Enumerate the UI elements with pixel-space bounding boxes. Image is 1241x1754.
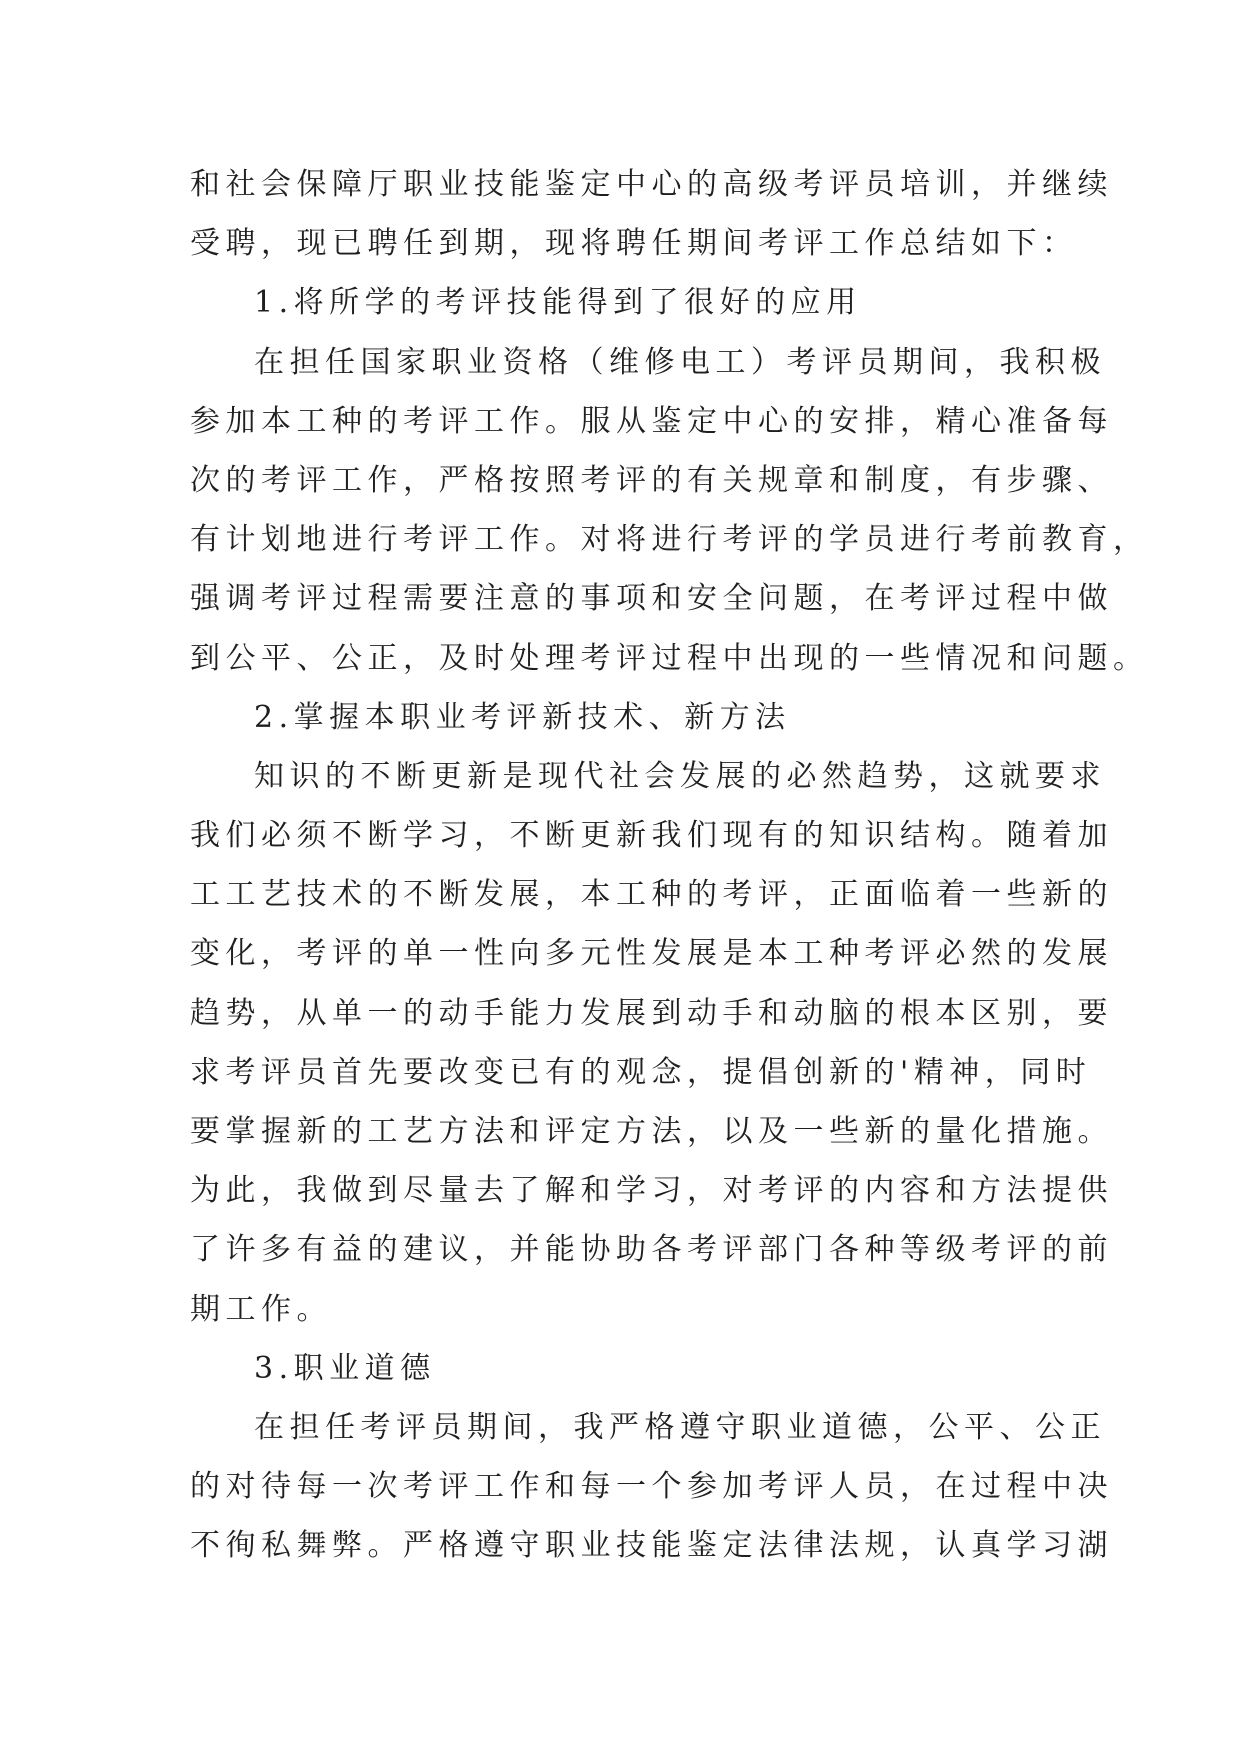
paragraph-line: 次的考评工作，严格按照考评的有关规章和制度，有步骤、 — [190, 462, 1113, 498]
document-body — [190, 155, 1149, 1576]
paragraph-line: 有计划地进行考评工作。对将进行考评的学员进行考前教育， — [190, 522, 1149, 558]
section-heading: 1.将所学的考评技能得到了很好的应用 — [254, 285, 862, 321]
paragraph-line: 趋势，从单一的动手能力发展到动手和动脑的根本区别，要 — [190, 995, 1113, 1031]
paragraph-line: 到公平、公正，及时处理考评过程中出现的一些情况和问题。 — [190, 640, 1149, 676]
paragraph-line: 在担任考评员期间，我严格遵守职业道德，公平、公正 — [254, 1409, 1106, 1445]
paragraph-line: 求考评员首先要改变已有的观念，提倡创新的'精神，同时 — [190, 1054, 1092, 1090]
paragraph-line: 受聘，现已聘任到期，现将聘任期间考评工作总结如下： — [190, 226, 1078, 262]
paragraph-line: 参加本工种的考评工作。服从鉴定中心的安排，精心准备每 — [190, 403, 1113, 439]
paragraph-line: 的对待每一次考评工作和每一个参加考评人员，在过程中决 — [190, 1469, 1113, 1505]
paragraph-line: 为此，我做到尽量去了解和学习，对考评的内容和方法提供 — [190, 1173, 1113, 1209]
paragraph-line: 知识的不断更新是现代社会发展的必然趋势，这就要求 — [254, 758, 1106, 794]
paragraph-line: 工工艺技术的不断发展，本工种的考评，正面临着一些新的 — [190, 877, 1113, 913]
paragraph-line: 强调考评过程需要注意的事项和安全问题，在考评过程中做 — [190, 581, 1113, 617]
paragraph-line: 要掌握新的工艺方法和评定方法，以及一些新的量化措施。 — [190, 1114, 1113, 1149]
paragraph-line: 我们必须不断学习，不断更新我们现有的知识结构。随着加 — [190, 818, 1113, 854]
section-heading: 2.掌握本职业考评新技术、新方法 — [254, 699, 791, 735]
paragraph-line: 在担任国家职业资格（维修电工）考评员期间，我积极 — [254, 344, 1106, 380]
paragraph-line: 变化，考评的单一性向多元性发展是本工种考评必然的发展 — [190, 936, 1113, 972]
paragraph-line: 和社会保障厅职业技能鉴定中心的高级考评员培训，并继续 — [190, 167, 1113, 202]
paragraph-line: 期工作。 — [190, 1291, 332, 1327]
paragraph-line: 不徇私舞弊。严格遵守职业技能鉴定法律法规，认真学习湖 — [190, 1528, 1113, 1564]
section-heading: 3.职业道德 — [254, 1350, 436, 1386]
paragraph-line: 了许多有益的建议，并能协助各考评部门各种等级考评的前 — [190, 1232, 1113, 1268]
